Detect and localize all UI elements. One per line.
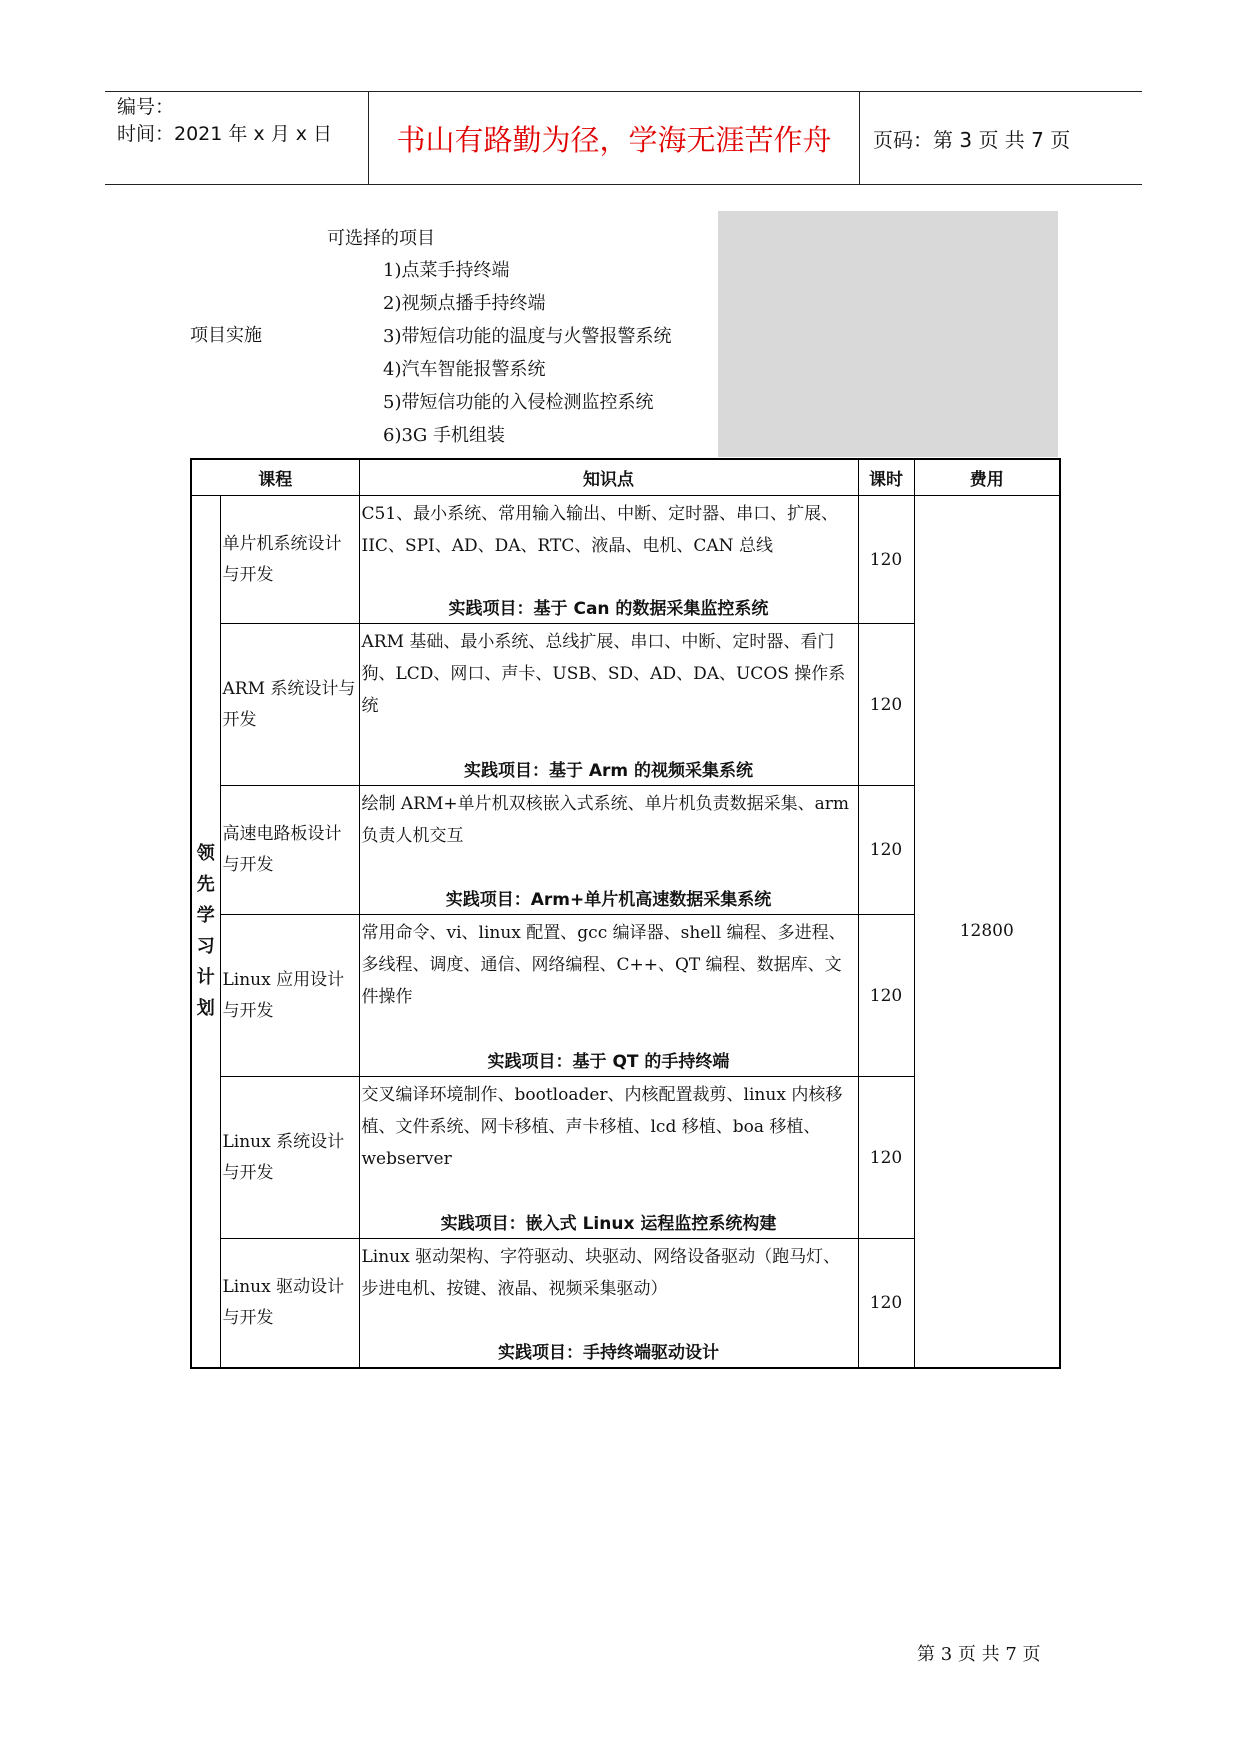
- hours-cell: 120: [858, 915, 914, 1077]
- hours-cell: 120: [858, 1239, 914, 1368]
- number-label: 编号：: [117, 96, 175, 118]
- course-name: ARM 系统设计与开发: [220, 624, 359, 786]
- group-char: 习: [196, 936, 215, 958]
- knowledge-points: 常用命令、vi、linux 配置、gcc 编译器、shell 编程、多进程、多线程、调度、通信、网络编程、C++、QT 编程、数据库、文件操作: [361, 923, 846, 1007]
- group-label: [191, 496, 220, 1368]
- group-char: 先: [196, 874, 215, 896]
- course-name: 高速电路板设计与开发: [220, 786, 359, 915]
- project-label: 项目实施: [190, 325, 262, 346]
- table-row: [191, 496, 1060, 624]
- footer-page-number: 第 3 页 共 7 页: [917, 1644, 1041, 1665]
- knowledge-cell: [359, 786, 858, 915]
- header-divider: [859, 92, 860, 184]
- course-name: 单片机系统设计与开发: [220, 496, 359, 624]
- project-item: 1)点菜手持终端: [383, 260, 510, 281]
- group-char: 计: [196, 967, 215, 989]
- knowledge-points: ARM 基础、最小系统、总线扩展、串口、中断、定时器、看门狗、LCD、网口、声卡、USB、SD、AD、DA、UCOS 操作系统: [361, 632, 846, 716]
- table-header-row: [191, 459, 1060, 496]
- practice-project: 实践项目：基于 Can 的数据采集监控系统: [448, 599, 769, 619]
- project-item: 6)3G 手机组装: [383, 425, 506, 446]
- knowledge-points: Linux 驱动架构、字符驱动、块驱动、网络设备驱动（跑马灯、步进电机、按键、液晶、视频采集驱动）: [361, 1247, 841, 1299]
- project-item: 3)带短信功能的温度与火警报警系统: [383, 326, 672, 347]
- practice-project: 实践项目：嵌入式 Linux 运程监控系统构建: [440, 1214, 777, 1234]
- project-item: 4)汽车智能报警系统: [383, 359, 546, 380]
- hours-cell: 120: [858, 496, 914, 624]
- fee-cell: 12800: [914, 496, 1060, 1368]
- grey-shaded-box: [718, 211, 1058, 457]
- header-motto: 书山有路勤为径，学海无涯苦作舟: [396, 122, 832, 157]
- knowledge-points: 交叉编译环境制作、bootloader、内核配置裁剪、linux 内核移植、文件系统、网卡移植、声卡移植、lcd 移植、boa 移植、webserver: [361, 1085, 843, 1169]
- knowledge-cell: [359, 496, 858, 624]
- practice-project: 实践项目：手持终端驱动设计: [498, 1342, 719, 1363]
- time-label: 时间：2021 年 x 月 x 日: [117, 123, 333, 145]
- project-item: 2)视频点播手持终端: [383, 293, 546, 314]
- course-table: [190, 458, 1061, 1369]
- practice-project: 实践项目：Arm+单片机高速数据采集系统: [445, 890, 772, 910]
- page-header: [105, 91, 1142, 185]
- header-meta: [117, 94, 367, 148]
- knowledge-points: 绘制 ARM+单片机双核嵌入式系统、单片机负责数据采集、arm 负责人机交互: [361, 794, 850, 846]
- group-char: 领: [196, 843, 215, 865]
- knowledge-cell: [359, 915, 858, 1077]
- hours-cell: 120: [858, 624, 914, 786]
- group-char: 划: [196, 998, 215, 1020]
- hours-cell: 120: [858, 1077, 914, 1239]
- knowledge-cell: [359, 1239, 858, 1368]
- header-fee: 费用: [914, 459, 1060, 496]
- course-name: Linux 驱动设计与开发: [220, 1239, 359, 1368]
- project-title: 可选择的项目: [327, 228, 435, 249]
- header-knowledge: 知识点: [359, 459, 858, 496]
- knowledge-points: C51、最小系统、常用输入输出、中断、定时器、串口、扩展、IIC、SPI、AD、DA、RTC、液晶、电机、CAN 总线: [361, 504, 839, 556]
- hours-cell: 120: [858, 786, 914, 915]
- project-list: [383, 254, 671, 452]
- course-name: Linux 系统设计与开发: [220, 1077, 359, 1239]
- practice-project: 实践项目：基于 QT 的手持终端: [487, 1052, 730, 1072]
- header-page-number: 页码：第 3 页 共 7 页: [873, 127, 1071, 152]
- practice-project: 实践项目：基于 Arm 的视频采集系统: [463, 761, 754, 781]
- knowledge-cell: [359, 624, 858, 786]
- knowledge-cell: [359, 1077, 858, 1239]
- header-course: 课程: [191, 459, 359, 496]
- course-name: Linux 应用设计与开发: [220, 915, 359, 1077]
- group-char: 学: [196, 905, 215, 927]
- project-item: 5)带短信功能的入侵检测监控系统: [383, 392, 654, 413]
- header-hours: 课时: [858, 459, 914, 496]
